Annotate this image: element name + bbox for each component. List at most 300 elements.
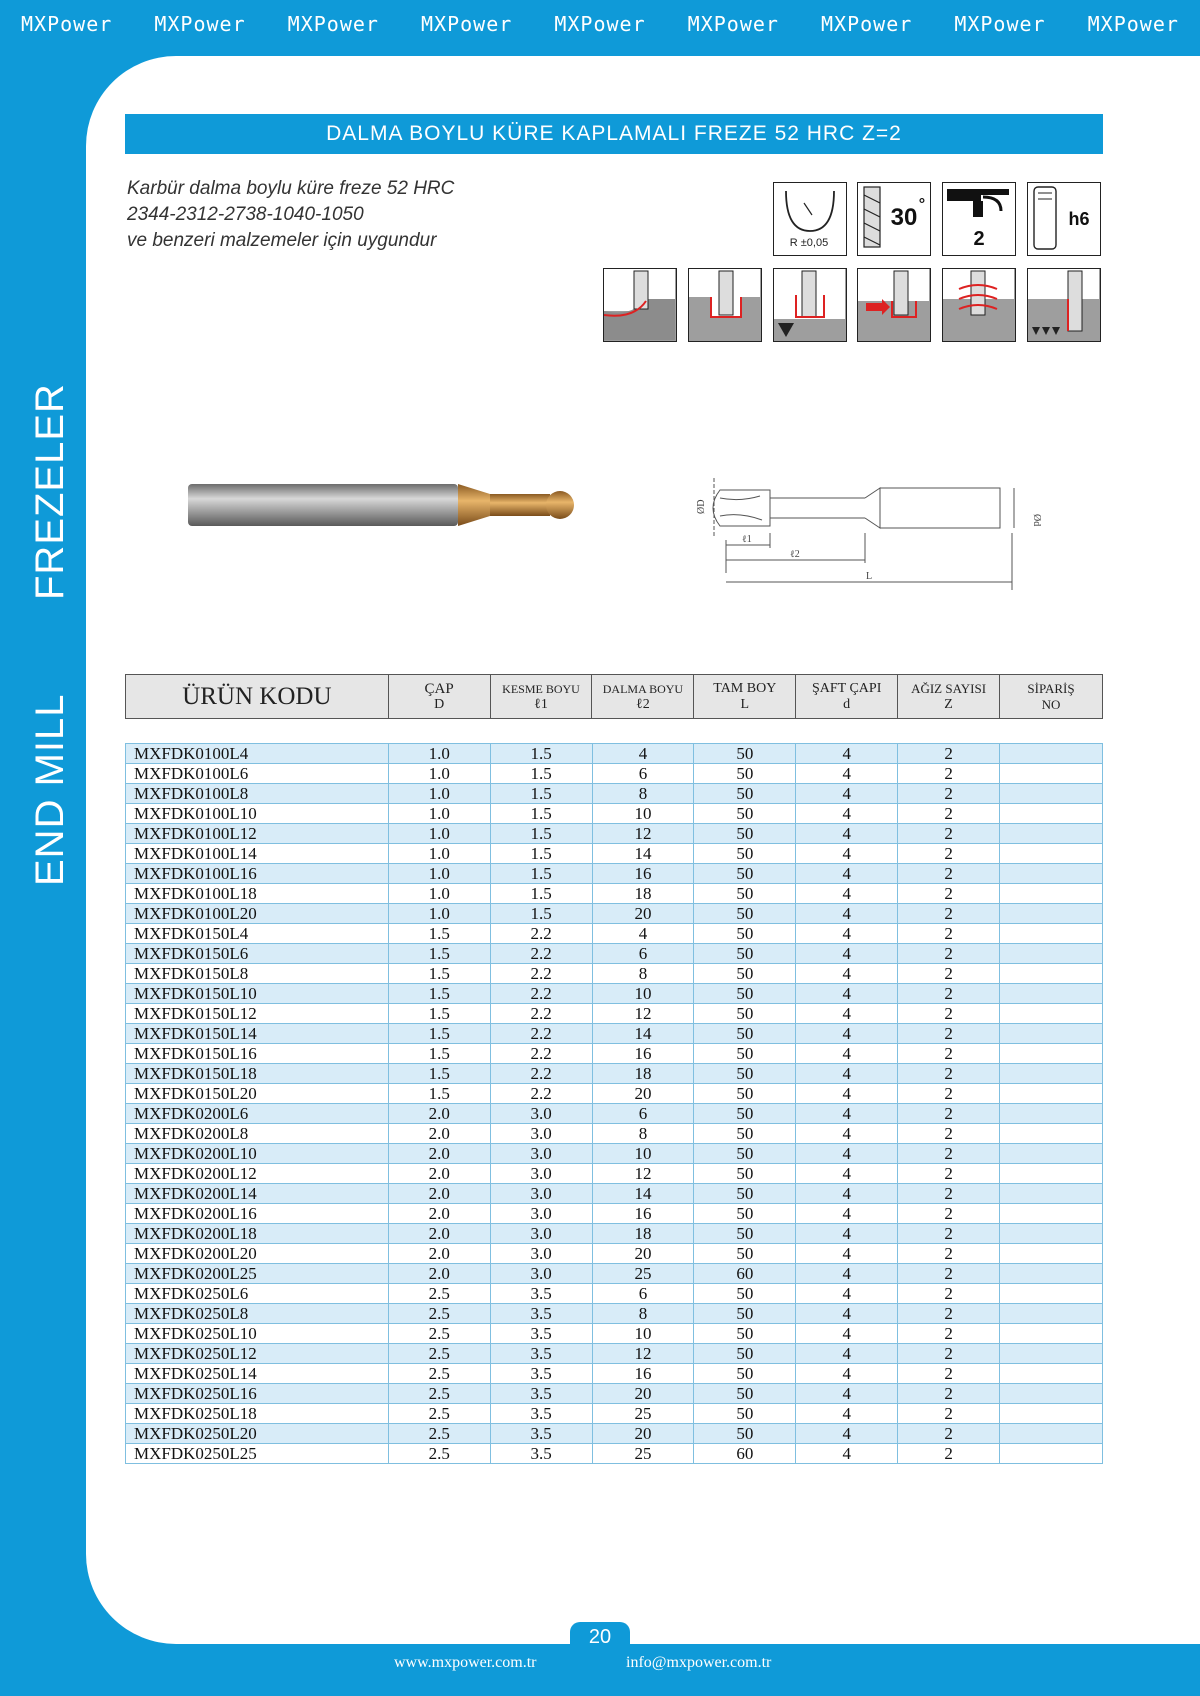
- order-number-cell[interactable]: [1000, 904, 1103, 924]
- shank-diameter-cell: 4: [796, 1444, 898, 1464]
- shank-diameter-cell: 4: [796, 964, 898, 984]
- order-number-cell[interactable]: [1000, 824, 1103, 844]
- cutting-length-cell: 2.2: [490, 964, 592, 984]
- reach-length-cell: 20: [592, 1084, 694, 1104]
- reach-length-cell: 6: [592, 944, 694, 964]
- header-siparis-no: [1000, 675, 1103, 719]
- diameter-cell: 2.5: [388, 1444, 490, 1464]
- table-row: [126, 1044, 1103, 1064]
- reach-length-cell: 20: [592, 1384, 694, 1404]
- order-number-cell[interactable]: [1000, 1404, 1103, 1424]
- table-row: [126, 1324, 1103, 1344]
- diameter-cell: 1.5: [388, 1084, 490, 1104]
- cutting-length-cell: 3.5: [490, 1404, 592, 1424]
- cutting-length-cell: 1.5: [490, 844, 592, 864]
- product-code-cell: MXFDK0250L25: [126, 1444, 389, 1464]
- cutting-length-cell: 1.5: [490, 904, 592, 924]
- helix-angle-icon: [857, 182, 931, 256]
- table-row: [126, 1144, 1103, 1164]
- order-number-cell[interactable]: [1000, 1024, 1103, 1044]
- order-number-cell[interactable]: [1000, 744, 1103, 764]
- dimension-drawing: [690, 478, 1050, 593]
- shank-diameter-cell: 4: [796, 1004, 898, 1024]
- flute-count-cell: 2: [898, 1424, 1000, 1444]
- shank-diameter-cell: 4: [796, 1364, 898, 1384]
- flute-count-cell: 2: [898, 864, 1000, 884]
- product-code-cell: MXFDK0150L10: [126, 984, 389, 1004]
- reach-length-cell: 8: [592, 1304, 694, 1324]
- flute-count-icon: [942, 182, 1016, 256]
- overall-length-cell: 50: [694, 1344, 796, 1364]
- table-row: [126, 844, 1103, 864]
- cutting-length-cell: 3.5: [490, 1364, 592, 1384]
- cutting-length-cell: 3.0: [490, 1264, 592, 1284]
- order-number-cell[interactable]: [1000, 1384, 1103, 1404]
- reach-length-cell: 12: [592, 1004, 694, 1024]
- reach-length-cell: 18: [592, 884, 694, 904]
- flute-count-cell: 2: [898, 904, 1000, 924]
- product-code-cell: MXFDK0100L8: [126, 784, 389, 804]
- order-number-cell[interactable]: [1000, 984, 1103, 1004]
- helix-degree: °: [918, 196, 926, 213]
- overall-length-cell: 50: [694, 884, 796, 904]
- product-code-cell: MXFDK0100L6: [126, 764, 389, 784]
- flute-count-cell: 2: [898, 1404, 1000, 1424]
- flute-count-cell: 2: [898, 1264, 1000, 1284]
- cutting-length-cell: 1.5: [490, 784, 592, 804]
- cutting-length-cell: 3.5: [490, 1324, 592, 1344]
- diameter-cell: 1.0: [388, 864, 490, 884]
- diameter-cell: 2.0: [388, 1124, 490, 1144]
- product-description: [127, 176, 454, 254]
- table-row: [126, 984, 1103, 1004]
- order-number-cell[interactable]: [1000, 1264, 1103, 1284]
- table-row: [126, 1084, 1103, 1104]
- diameter-cell: 2.0: [388, 1244, 490, 1264]
- table-row: [126, 1384, 1103, 1404]
- reach-length-cell: 25: [592, 1404, 694, 1424]
- diameter-cell: 2.5: [388, 1344, 490, 1364]
- flute-count-cell: 2: [898, 1444, 1000, 1464]
- overall-length-cell: 60: [694, 1444, 796, 1464]
- flute-count-cell: 2: [898, 764, 1000, 784]
- order-number-cell[interactable]: [1000, 1304, 1103, 1324]
- brand-text: MXPower: [1087, 12, 1179, 36]
- shank-diameter-cell: 4: [796, 1264, 898, 1284]
- flute-count-cell: 2: [898, 1004, 1000, 1024]
- product-code-cell: MXFDK0250L20: [126, 1424, 389, 1444]
- reach-length-cell: 6: [592, 764, 694, 784]
- reach-length-cell: 14: [592, 1024, 694, 1044]
- reach-length-cell: 6: [592, 1104, 694, 1124]
- table-row: [126, 1164, 1103, 1184]
- cutting-length-cell: 1.5: [490, 824, 592, 844]
- table-row: [126, 924, 1103, 944]
- product-code-cell: MXFDK0100L4: [126, 744, 389, 764]
- order-number-cell[interactable]: [1000, 944, 1103, 964]
- product-code-cell: MXFDK0150L18: [126, 1064, 389, 1084]
- shank-diameter-cell: 4: [796, 1164, 898, 1184]
- diameter-cell: 2.0: [388, 1204, 490, 1224]
- cutting-length-cell: 3.5: [490, 1344, 592, 1364]
- dim-d: Ød: [1031, 514, 1042, 527]
- order-number-cell[interactable]: [1000, 1004, 1103, 1024]
- shank-diameter-cell: 4: [796, 1104, 898, 1124]
- flute-count-cell: 2: [898, 944, 1000, 964]
- table-row: [126, 904, 1103, 924]
- flute-count-cell: 2: [898, 1344, 1000, 1364]
- table-row: [126, 824, 1103, 844]
- reach-length-cell: 16: [592, 864, 694, 884]
- order-number-cell[interactable]: [1000, 1184, 1103, 1204]
- reach-length-cell: 25: [592, 1444, 694, 1464]
- brand-text: MXPower: [154, 12, 246, 36]
- cutting-length-cell: 3.0: [490, 1204, 592, 1224]
- shank-diameter-cell: 4: [796, 1244, 898, 1264]
- reach-length-cell: 12: [592, 1344, 694, 1364]
- order-number-cell[interactable]: [1000, 1064, 1103, 1084]
- cutting-length-cell: 1.5: [490, 764, 592, 784]
- cutting-length-cell: 3.0: [490, 1104, 592, 1124]
- order-number-cell[interactable]: [1000, 1324, 1103, 1344]
- cutting-length-cell: 3.0: [490, 1224, 592, 1244]
- cutting-length-cell: 2.2: [490, 944, 592, 964]
- product-code-cell: MXFDK0250L18: [126, 1404, 389, 1424]
- diameter-cell: 2.5: [388, 1424, 490, 1444]
- product-code-cell: MXFDK0200L8: [126, 1124, 389, 1144]
- shank-diameter-cell: 4: [796, 944, 898, 964]
- shank-diameter-cell: 4: [796, 984, 898, 1004]
- overall-length-cell: 50: [694, 844, 796, 864]
- product-code-cell: MXFDK0200L18: [126, 1224, 389, 1244]
- footer-email[interactable]: info@mxpower.com.tr: [626, 1654, 772, 1671]
- header-cap-bottom: D: [434, 696, 445, 712]
- overall-length-cell: 50: [694, 744, 796, 764]
- shank-diameter-cell: 4: [796, 904, 898, 924]
- flute-count-cell: 2: [898, 1184, 1000, 1204]
- flute-count-cell: 2: [898, 924, 1000, 944]
- flute-count-cell: 2: [898, 824, 1000, 844]
- flute-count-cell: 2: [898, 1144, 1000, 1164]
- flute-count-cell: 2: [898, 1384, 1000, 1404]
- cutting-length-cell: 3.5: [490, 1384, 592, 1404]
- diameter-cell: 1.5: [388, 944, 490, 964]
- shank-diameter-cell: 4: [796, 1324, 898, 1344]
- product-code-cell: MXFDK0100L18: [126, 884, 389, 904]
- flute-count-cell: 2: [898, 1304, 1000, 1324]
- shank-diameter-cell: 4: [796, 784, 898, 804]
- flute-count-cell: 2: [898, 784, 1000, 804]
- shank-diameter-cell: 4: [796, 884, 898, 904]
- brand-strip: [0, 0, 1200, 48]
- header-siparis-bottom: NO: [1041, 696, 1061, 712]
- order-number-cell[interactable]: [1000, 1144, 1103, 1164]
- diameter-cell: 1.0: [388, 884, 490, 904]
- diameter-cell: 2.5: [388, 1324, 490, 1344]
- diameter-cell: 1.0: [388, 744, 490, 764]
- product-code-cell: MXFDK0200L6: [126, 1104, 389, 1124]
- cutting-length-cell: 3.0: [490, 1164, 592, 1184]
- table-row: [126, 1204, 1103, 1224]
- header-siparis-top: SİPARİŞ: [1027, 680, 1075, 696]
- radius-label: R ±0,05: [789, 237, 829, 249]
- header-kesme-top: KESME BOYU: [502, 681, 580, 696]
- product-code-cell: MXFDK0200L12: [126, 1164, 389, 1184]
- side-label-end-mill: END MILL: [28, 693, 72, 886]
- shank-diameter-cell: 4: [796, 924, 898, 944]
- tolerance-label: h6: [1068, 209, 1090, 229]
- order-number-cell[interactable]: [1000, 1204, 1103, 1224]
- overall-length-cell: 50: [694, 1104, 796, 1124]
- header-agiz-top: AĞIZ SAYISI: [911, 680, 987, 696]
- footer-website[interactable]: www.mxpower.com.tr: [394, 1654, 537, 1671]
- flute-count-cell: 2: [898, 1244, 1000, 1264]
- overall-length-cell: 50: [694, 1224, 796, 1244]
- overall-length-cell: 50: [694, 804, 796, 824]
- product-code-cell: MXFDK0100L16: [126, 864, 389, 884]
- shank-diameter-cell: 4: [796, 1044, 898, 1064]
- order-number-cell[interactable]: [1000, 1124, 1103, 1144]
- header-cap: [388, 675, 490, 719]
- overall-length-cell: 50: [694, 924, 796, 944]
- product-code-cell: MXFDK0150L8: [126, 964, 389, 984]
- order-number-cell[interactable]: [1000, 764, 1103, 784]
- side-label-frezeler: FREZELER: [28, 383, 72, 600]
- order-number-cell[interactable]: [1000, 844, 1103, 864]
- table-row: [126, 884, 1103, 904]
- header-urun-kodu: ÜRÜN KODU: [126, 675, 389, 719]
- diameter-cell: 1.0: [388, 904, 490, 924]
- overall-length-cell: 60: [694, 1264, 796, 1284]
- flute-count-cell: 2: [898, 1084, 1000, 1104]
- reach-length-cell: 4: [592, 744, 694, 764]
- flute-count-cell: 2: [898, 1164, 1000, 1184]
- shank-diameter-cell: 4: [796, 1424, 898, 1444]
- overall-length-cell: 50: [694, 1304, 796, 1324]
- product-code-cell: MXFDK0250L14: [126, 1364, 389, 1384]
- shank-diameter-cell: 4: [796, 1024, 898, 1044]
- finishing-milling-icon: [1027, 268, 1101, 342]
- header-kesme-bottom: ℓ1: [534, 696, 548, 712]
- diameter-cell: 1.5: [388, 984, 490, 1004]
- cutting-length-cell: 3.0: [490, 1124, 592, 1144]
- diameter-cell: 2.5: [388, 1364, 490, 1384]
- end-mill-photo: [180, 470, 600, 540]
- table-row: [126, 944, 1103, 964]
- shank-diameter-cell: 4: [796, 1064, 898, 1084]
- diameter-cell: 1.0: [388, 784, 490, 804]
- order-number-cell[interactable]: [1000, 1044, 1103, 1064]
- order-number-cell[interactable]: [1000, 1284, 1103, 1304]
- flute-count-cell: 2: [898, 1124, 1000, 1144]
- product-code-cell: MXFDK0200L25: [126, 1264, 389, 1284]
- reach-length-cell: 25: [592, 1264, 694, 1284]
- header-dalma-top: DALMA BOYU: [602, 681, 684, 696]
- reach-length-cell: 20: [592, 1424, 694, 1444]
- table-row: [126, 1444, 1103, 1464]
- overall-length-cell: 50: [694, 764, 796, 784]
- cutting-length-cell: 2.2: [490, 984, 592, 1004]
- page-title: DALMA BOYLU KÜRE KAPLAMALI FREZE 52 HRC Z=2: [125, 114, 1103, 154]
- shank-diameter-cell: 4: [796, 764, 898, 784]
- cutting-length-cell: 3.5: [490, 1284, 592, 1304]
- product-code-cell: MXFDK0250L10: [126, 1324, 389, 1344]
- description-line: Karbür dalma boylu küre freze 52 HRC: [127, 178, 455, 199]
- flute-count-cell: 2: [898, 1064, 1000, 1084]
- cutting-length-cell: 3.5: [490, 1444, 592, 1464]
- reach-length-cell: 16: [592, 1204, 694, 1224]
- overall-length-cell: 50: [694, 1024, 796, 1044]
- reach-length-cell: 10: [592, 1144, 694, 1164]
- product-table-header: [125, 674, 1103, 719]
- diameter-cell: 2.0: [388, 1104, 490, 1124]
- shank-diameter-cell: 4: [796, 1124, 898, 1144]
- order-number-cell[interactable]: [1000, 1444, 1103, 1464]
- cutting-length-cell: 1.5: [490, 864, 592, 884]
- table-row: [126, 1104, 1103, 1124]
- shank-diameter-cell: 4: [796, 1144, 898, 1164]
- cutting-length-cell: 3.5: [490, 1304, 592, 1324]
- overall-length-cell: 50: [694, 824, 796, 844]
- dim-l2: ℓ2: [790, 549, 800, 560]
- reach-length-cell: 18: [592, 1064, 694, 1084]
- order-number-cell[interactable]: [1000, 884, 1103, 904]
- order-number-cell[interactable]: [1000, 804, 1103, 824]
- flute-count-cell: 2: [898, 804, 1000, 824]
- product-code-cell: MXFDK0150L20: [126, 1084, 389, 1104]
- helix-label: 30: [890, 204, 918, 231]
- order-number-cell[interactable]: [1000, 784, 1103, 804]
- shank-diameter-cell: 4: [796, 824, 898, 844]
- flute-count-cell: 2: [898, 984, 1000, 1004]
- shank-diameter-cell: 4: [796, 1204, 898, 1224]
- side-milling-icon: [857, 268, 931, 342]
- reach-length-cell: 20: [592, 1244, 694, 1264]
- reach-length-cell: 14: [592, 1184, 694, 1204]
- flute-count-cell: 2: [898, 1324, 1000, 1344]
- flute-count-cell: 2: [898, 1204, 1000, 1224]
- order-number-cell[interactable]: [1000, 1164, 1103, 1184]
- cutting-length-cell: 2.2: [490, 1004, 592, 1024]
- order-number-cell[interactable]: [1000, 1224, 1103, 1244]
- header-cap-top: ÇAP: [424, 680, 454, 697]
- shank-diameter-cell: 4: [796, 804, 898, 824]
- shank-diameter-cell: 4: [796, 844, 898, 864]
- order-number-cell[interactable]: [1000, 1344, 1103, 1364]
- overall-length-cell: 50: [694, 984, 796, 1004]
- order-number-cell[interactable]: [1000, 1364, 1103, 1384]
- overall-length-cell: 50: [694, 1384, 796, 1404]
- brand-text: MXPower: [287, 12, 379, 36]
- flute-count-cell: 2: [898, 1364, 1000, 1384]
- header-agiz-bottom: Z: [944, 696, 953, 712]
- brand-text: MXPower: [421, 12, 513, 36]
- reach-length-cell: 10: [592, 984, 694, 1004]
- product-code-cell: MXFDK0150L12: [126, 1004, 389, 1024]
- product-code-cell: MXFDK0100L14: [126, 844, 389, 864]
- header-saft-top: ŞAFT ÇAPI: [811, 680, 882, 696]
- cutting-length-cell: 1.5: [490, 804, 592, 824]
- header-dalma-bottom: ℓ2: [636, 696, 650, 712]
- order-number-cell[interactable]: [1000, 864, 1103, 884]
- overall-length-cell: 50: [694, 1324, 796, 1344]
- helical-interpolation-icon: [942, 268, 1016, 342]
- reach-length-cell: 16: [592, 1044, 694, 1064]
- product-code-cell: MXFDK0250L16: [126, 1384, 389, 1404]
- reach-length-cell: 8: [592, 964, 694, 984]
- order-number-cell[interactable]: [1000, 1084, 1103, 1104]
- product-table-body: [126, 744, 1103, 1464]
- overall-length-cell: 50: [694, 904, 796, 924]
- overall-length-cell: 50: [694, 1064, 796, 1084]
- table-row: [126, 804, 1103, 824]
- order-number-cell[interactable]: [1000, 1424, 1103, 1444]
- diameter-cell: 2.5: [388, 1384, 490, 1404]
- diameter-cell: 1.0: [388, 764, 490, 784]
- product-code-cell: MXFDK0150L16: [126, 1044, 389, 1064]
- diameter-cell: 2.5: [388, 1404, 490, 1424]
- order-number-cell[interactable]: [1000, 964, 1103, 984]
- flute-count-cell: 2: [898, 844, 1000, 864]
- shank-diameter-cell: 4: [796, 744, 898, 764]
- product-code-cell: MXFDK0200L16: [126, 1204, 389, 1224]
- table-row: [126, 864, 1103, 884]
- table-row: [126, 1364, 1103, 1384]
- table-row: [126, 744, 1103, 764]
- reach-length-cell: 8: [592, 784, 694, 804]
- reach-length-cell: 12: [592, 824, 694, 844]
- diameter-cell: 2.0: [388, 1264, 490, 1284]
- reach-length-cell: 10: [592, 1324, 694, 1344]
- header-tam-top: TAM BOY: [713, 680, 777, 696]
- flute-count-cell: 2: [898, 1284, 1000, 1304]
- flute-count-cell: 2: [898, 884, 1000, 904]
- product-code-cell: MXFDK0150L4: [126, 924, 389, 944]
- diameter-cell: 2.0: [388, 1184, 490, 1204]
- order-number-cell[interactable]: [1000, 924, 1103, 944]
- brand-text: MXPower: [954, 12, 1046, 36]
- table-row: [126, 1064, 1103, 1084]
- shank-diameter-cell: 4: [796, 1384, 898, 1404]
- diameter-cell: 2.5: [388, 1284, 490, 1304]
- description-line: 2344-2312-2738-1040-1050: [127, 204, 364, 225]
- table-row: [126, 1304, 1103, 1324]
- diameter-cell: 1.0: [388, 844, 490, 864]
- product-code-cell: MXFDK0150L6: [126, 944, 389, 964]
- cutting-length-cell: 3.0: [490, 1244, 592, 1264]
- order-number-cell[interactable]: [1000, 1104, 1103, 1124]
- table-row: [126, 764, 1103, 784]
- shank-diameter-cell: 4: [796, 1084, 898, 1104]
- profile-milling-icon: [603, 268, 677, 342]
- overall-length-cell: 50: [694, 944, 796, 964]
- order-number-cell[interactable]: [1000, 1244, 1103, 1264]
- overall-length-cell: 50: [694, 1084, 796, 1104]
- pocket-milling-icon: [688, 268, 762, 342]
- table-row: [126, 1124, 1103, 1144]
- header-kesme-boyu: [490, 675, 592, 719]
- table-row: [126, 1344, 1103, 1364]
- product-code-cell: MXFDK0250L8: [126, 1304, 389, 1324]
- cutting-length-cell: 2.2: [490, 924, 592, 944]
- table-row: [126, 1244, 1103, 1264]
- table-row: [126, 1024, 1103, 1044]
- cutting-length-cell: 3.0: [490, 1144, 592, 1164]
- flute-count-cell: 2: [898, 1024, 1000, 1044]
- table-row: [126, 1224, 1103, 1244]
- overall-length-cell: 50: [694, 1124, 796, 1144]
- diameter-cell: 1.0: [388, 804, 490, 824]
